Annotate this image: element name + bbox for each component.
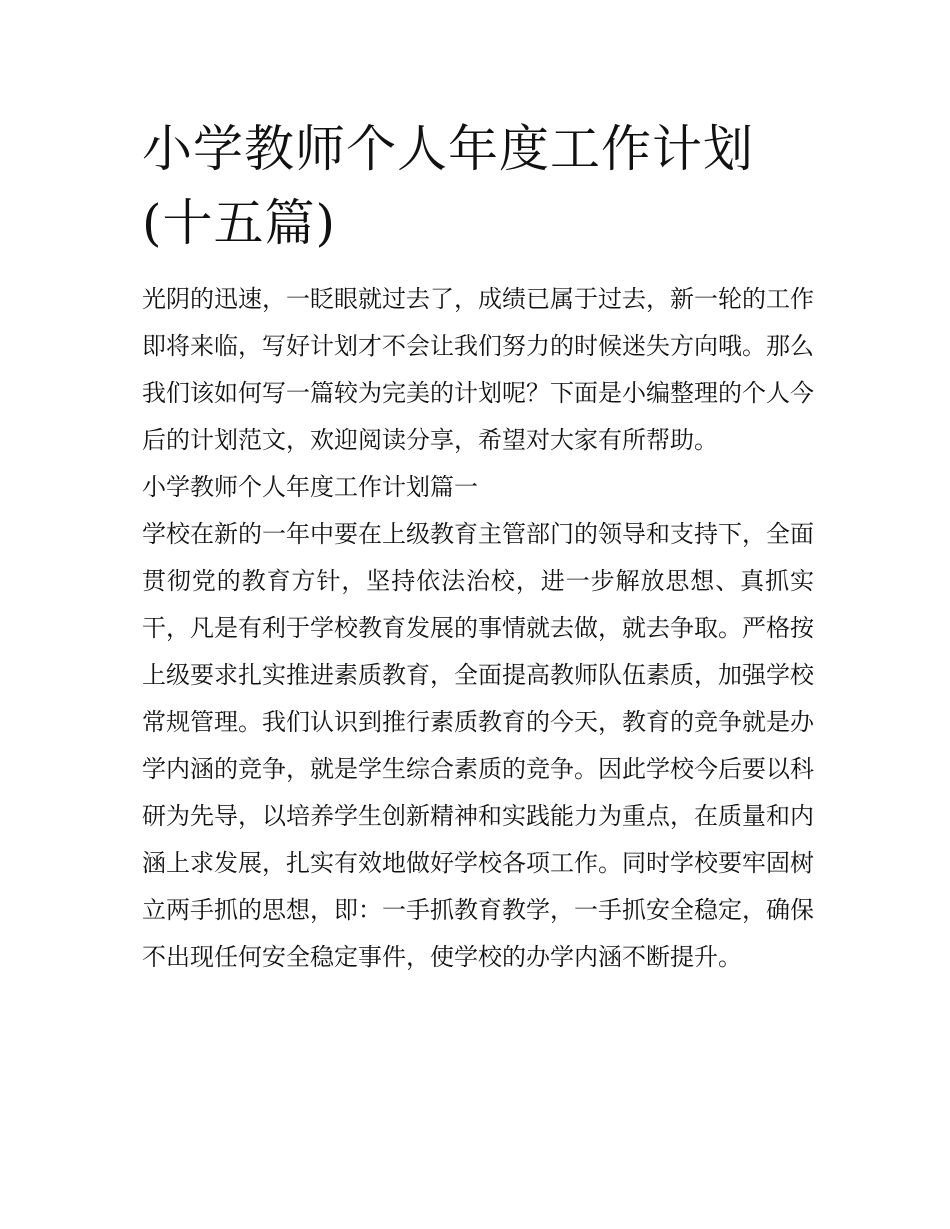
body-paragraph: 学校在新的一年中要在上级教育主管部门的领导和支持下，全面贯彻党的教育方针，坚持依法治校，进一步解放思想、真抓实干，凡是有利于学校教育发展的事情就去做，就去争取。严格按上级要求扎实推进素质教育，全面提高教师队伍素质，加强学校常规管理。我们认识到推行素质教育的今天，教育的竞争就是办学内涵的竞争，就是学生综合素质的竞争。因此学校今后要以科研为先导，以培养学生创新精神和实践能力为重点，在质量和内涵上求发展，扎实有效地做好学校各项工作。同时学校要牢固树立两手抓的思想，即：一手抓教育教学，一手抓安全稳定，确保不出现任何安全稳定事件，使学校的办学内涵不断提升。: [142, 520, 814, 971]
intro-paragraph: 光阴的迅速，一眨眼就过去了，成绩已属于过去，新一轮的工作即将来临，写好计划才不会让我们努力的时候迷失方向哦。那么我们该如何写一篇较为完美的计划呢？下面是小编整理的个人今后的计划范文，欢迎阅读分享，希望对大家有所帮助。: [142, 285, 814, 454]
section-heading: 小学教师个人年度工作计划篇一: [142, 473, 478, 501]
document-title: 小学教师个人年度工作计划(十五篇): [142, 120, 754, 252]
document-page: [142, 112, 814, 981]
